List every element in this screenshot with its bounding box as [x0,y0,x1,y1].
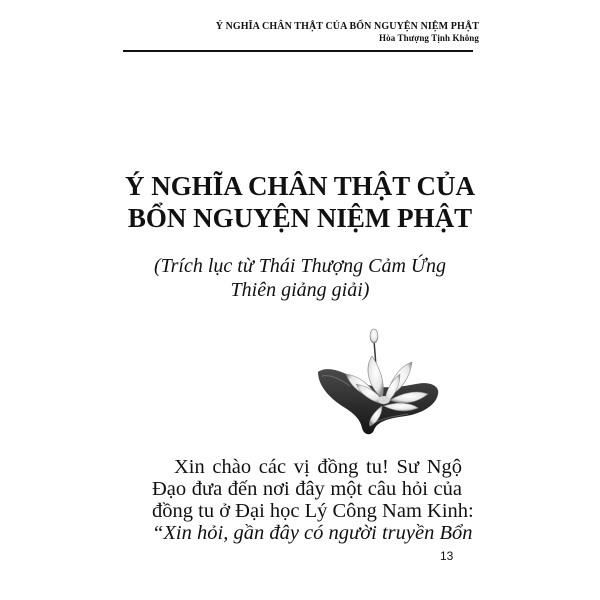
body-line-4: “Xin hỏi, gần đây có người truyền Bổn [152,522,473,544]
chapter-title-line-1: Ý NGHĨA CHÂN THẬT CỦA [124,171,476,201]
body-line-1: Xin chào các vị đồng tu! Sư Ngộ [174,456,462,478]
header-divider [123,50,473,52]
chapter-subtitle [110,254,490,302]
running-header-title: Ý NGHĨA CHÂN THẬT CỦA BỔN NGUYỆN NIỆM PHẬT [215,21,479,32]
page-number: 13 [440,549,454,563]
body-paragraph [152,456,474,544]
running-header-author: Hòa Thượng Tịnh Không [379,33,479,43]
chapter-subtitle-line-1: (Trích lục từ Thái Thượng Cảm Ứng [153,255,447,277]
body-line-2: Đạo đưa đến nơi đây một câu hỏi của [152,478,462,500]
running-header [179,21,479,43]
chapter-title-line-2: BỔN NGUYỆN NIỆM PHẬT [127,203,473,233]
chapter-subtitle-line-2: Thiên giảng giải) [230,279,370,301]
lotus-on-hand-icon [312,328,444,438]
body-line-3: đồng tu ở Đại học Lý Công Nam Kinh: [152,500,474,522]
chapter-title [100,170,500,234]
